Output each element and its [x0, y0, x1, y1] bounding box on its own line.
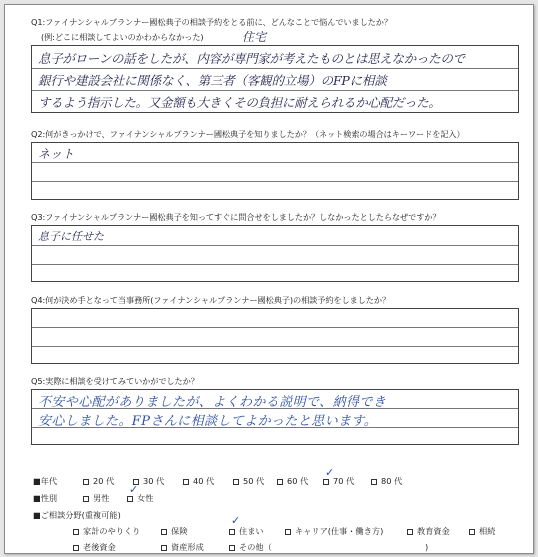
rule-line — [32, 327, 518, 328]
checkbox[interactable] — [161, 529, 167, 535]
age-option-30[interactable]: 30 代 — [133, 476, 164, 487]
rule-line — [32, 68, 518, 69]
checkbox[interactable] — [285, 529, 291, 535]
q5-question: Q5:実際に相談を受けてみていかがでしたか？ — [31, 376, 199, 386]
field-option-education[interactable]: 教育資金 — [407, 526, 450, 537]
q1-answer-box — [31, 45, 519, 113]
checkbox[interactable] — [73, 545, 79, 551]
field-option-asset-building[interactable]: 資産形成 — [161, 542, 204, 553]
field-option-career[interactable]: キャリア(仕事・働き方) — [285, 526, 383, 537]
check-mark-icon: ✓ — [129, 483, 139, 496]
q5-answer-box — [31, 389, 519, 445]
age-label: ■年代 — [33, 476, 58, 486]
q1-answer-line-2: 銀行や建設会社に関係なく、第三者（客観的立場）のFPに相談 — [38, 73, 387, 88]
rule-line — [32, 264, 518, 265]
q2-question: Q2:何がきっかけで、ファイナンシャルプランナー國松典子を知りましたか？（ネット検索の場合はキーワードを記入） — [31, 129, 465, 139]
rule-line — [32, 162, 518, 163]
checkbox[interactable] — [83, 479, 89, 485]
field-option-other[interactable]: その他（ — [229, 542, 272, 553]
checkbox[interactable] — [407, 529, 413, 535]
age-option-40[interactable]: 40 代 — [183, 476, 214, 487]
checkbox[interactable] — [127, 496, 133, 502]
q2-answer-box — [31, 142, 519, 200]
check-mark-icon: ✓ — [325, 466, 335, 479]
q1-example: (例:どこに相談してよいのかわからなかった) — [41, 32, 204, 42]
q5-answer-line-2: 安心しました。FPさんに相談してよかったと思います。 — [38, 414, 378, 429]
q1-question: Q1:ファイナンシャルプランナー國松典子の相談予約をとる前に、どんなことで悩んでいましたか？ — [31, 17, 392, 27]
field-other-close: ) — [425, 542, 429, 552]
q3-question: Q3:ファイナンシャルプランナー國松典子を知ってすぐに問合せをしましたか？しなかったとしたらなぜですか？ — [31, 212, 441, 222]
rule-line — [32, 346, 518, 347]
q4-answer-box — [31, 308, 519, 364]
gender-label: ■性別 — [33, 493, 58, 503]
checkbox[interactable] — [161, 545, 167, 551]
checkbox[interactable] — [469, 529, 475, 535]
q3-answer: 息子に任せた — [38, 230, 104, 243]
gender-option-female[interactable]: 女性 — [127, 493, 153, 504]
age-option-70[interactable]: 70 代 — [323, 476, 354, 487]
q5-answer-line-1: 不安や心配がありましたが、よくわかる説明で、納得でき — [38, 395, 387, 410]
checkbox[interactable] — [277, 479, 283, 485]
q4-question: Q4:何が決め手となって当事務所(ファイナンシャルプランナー國松典子)の相談予約をしましたか？ — [31, 295, 391, 305]
checkbox[interactable] — [73, 529, 79, 535]
checkbox[interactable] — [229, 545, 235, 551]
survey-sheet — [4, 4, 534, 554]
field-option-household[interactable]: 家計のやりくり — [73, 526, 140, 537]
gender-option-male[interactable]: 男性 — [83, 493, 109, 504]
q1-answer-line-3: するよう指示した。又金額も大きくその負担に耐えられるか心配だった。 — [38, 95, 441, 110]
field-option-insurance[interactable]: 保険 — [161, 526, 187, 537]
checkbox[interactable] — [323, 479, 329, 485]
q3-answer-box — [31, 225, 519, 282]
q1-answer-line-1: 息子がローンの話をしたが、内容が専門家が考えたものとは思えなかったので — [38, 51, 465, 66]
rule-line — [32, 90, 518, 91]
field-option-inheritance[interactable]: 相続 — [469, 526, 495, 537]
age-option-20[interactable]: 20 代 — [83, 476, 114, 487]
check-mark-icon: ✓ — [231, 514, 241, 527]
field-option-retirement[interactable]: 老後資金 — [73, 542, 116, 553]
age-option-60[interactable]: 60 代 — [277, 476, 308, 487]
checkbox[interactable] — [371, 479, 377, 485]
checkbox[interactable] — [233, 479, 239, 485]
q1-example-answer: 住宅 — [242, 30, 267, 44]
age-option-80[interactable]: 80 代 — [371, 476, 402, 487]
field-option-housing[interactable]: 住まい — [229, 526, 264, 537]
age-option-50[interactable]: 50 代 — [233, 476, 264, 487]
q2-answer: ネット — [38, 147, 75, 161]
rule-line — [32, 245, 518, 246]
checkbox[interactable] — [183, 479, 189, 485]
field-label: ■ご相談分野(重複可能) — [33, 510, 121, 520]
checkbox[interactable] — [229, 529, 235, 535]
rule-line — [32, 181, 518, 182]
checkbox[interactable] — [83, 496, 89, 502]
